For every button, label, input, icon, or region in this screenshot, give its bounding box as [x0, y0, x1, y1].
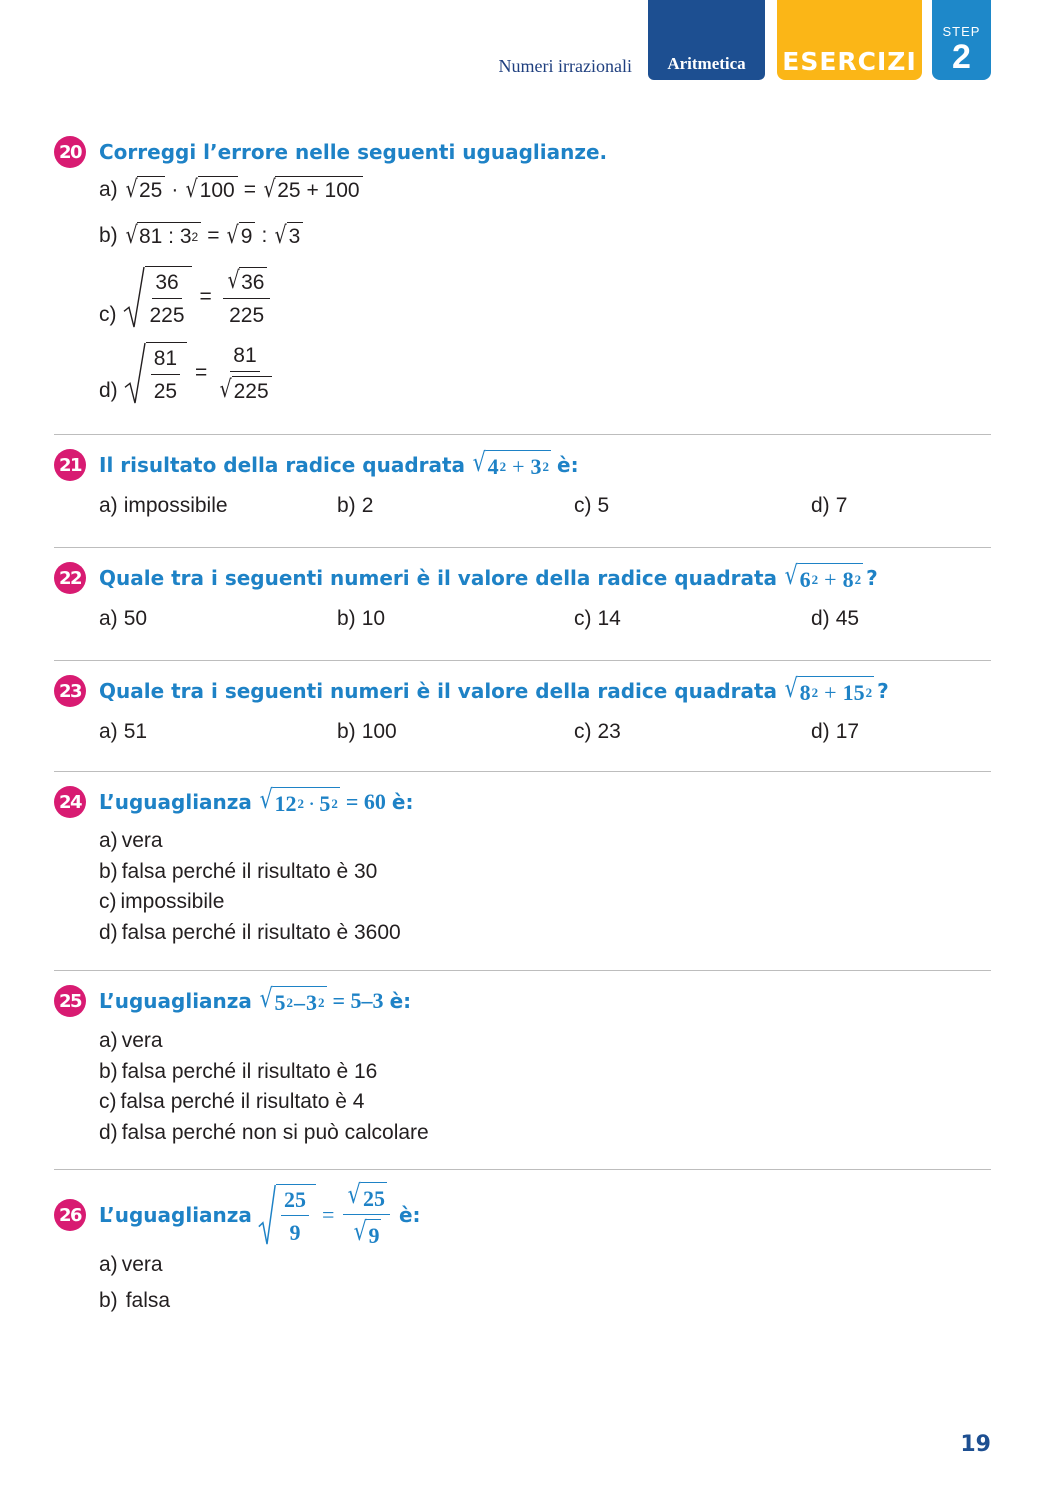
radical-sign-icon: √	[125, 175, 138, 203]
exercise-20	[54, 137, 607, 167]
option-b[interactable]: b) falsa perché il risultato è 16	[99, 1059, 378, 1083]
option-a[interactable]: a) vera	[99, 829, 163, 852]
exercise-title: Quale tra i seguenti numeri è il valore della radice quadrata	[99, 566, 778, 590]
radicand: 25 + 100	[275, 176, 362, 203]
option-a[interactable]: a) 51	[99, 720, 148, 743]
radical-sign-icon: √	[219, 375, 233, 403]
option-a[interactable]: a) vera	[99, 1029, 163, 1052]
math-expression: √ 6 2 + 8 2	[784, 561, 862, 592]
exercise-title: L’uguaglianza	[99, 989, 252, 1013]
option-label: a)	[99, 177, 118, 201]
radical-sign-icon	[123, 266, 145, 329]
radical-sign-icon	[258, 1184, 276, 1246]
radical-sign-icon: √	[784, 674, 798, 704]
radicand: 3	[287, 222, 304, 249]
equals-sign: =	[207, 223, 220, 247]
title-suffix: ?	[866, 566, 878, 590]
fraction-numerator: 36	[152, 270, 181, 299]
exercise-number-badge: 26	[54, 1199, 86, 1231]
option-d[interactable]: d) 45	[811, 607, 860, 630]
radical-sign-icon: √	[259, 785, 273, 815]
exercise-23	[54, 676, 889, 706]
title-suffix: è:	[557, 453, 579, 477]
radical-sign-icon: √	[185, 175, 199, 203]
exercise-26	[54, 1180, 421, 1250]
options-list	[99, 1026, 429, 1148]
exercise-title: Quale tra i seguenti numeri è il valore della radice quadrata	[99, 679, 778, 703]
exercise-number-badge: 20	[54, 136, 86, 168]
option-c[interactable]: c) impossibile	[99, 890, 225, 913]
divider	[54, 547, 991, 548]
equality-b	[99, 222, 303, 249]
math-expression: √ 4 2 + 3 2	[472, 448, 550, 479]
exercise-number-badge: 25	[54, 985, 86, 1017]
title-suffix: è:	[389, 989, 412, 1013]
option-c[interactable]: c) 5	[574, 494, 610, 517]
radical-sign-icon: √	[353, 1216, 367, 1247]
option-label: d)	[99, 379, 118, 402]
title-suffix: è:	[398, 1203, 421, 1227]
exercises-tab: ESERCIZI	[777, 0, 922, 80]
section-title: Numeri irrazionali	[498, 56, 632, 76]
option-d[interactable]: d) 17	[811, 720, 860, 743]
exercise-number-badge: 24	[54, 786, 86, 818]
option-b[interactable]: b) falsa	[99, 1289, 171, 1312]
radical-sign-icon: √	[472, 448, 486, 478]
exercise-21	[54, 450, 579, 480]
options-list	[99, 826, 401, 948]
option-label: c)	[99, 303, 117, 326]
option-d[interactable]: d) falsa perché non si può calcolare	[99, 1120, 429, 1144]
fraction-numerator: 81	[151, 346, 180, 375]
option-b[interactable]: b) 2	[337, 494, 374, 517]
subject-tab: Aritmetica	[648, 0, 765, 80]
math-expression: $\frac{25}{9}$ = √ 25 √ 9	[258, 1182, 393, 1249]
radicand: 25	[137, 176, 165, 203]
option-d[interactable]: d) 7	[811, 494, 848, 517]
radical-sign-icon: √	[125, 221, 138, 249]
fraction-denominator: 225	[149, 304, 185, 327]
exercise-number-badge: 21	[54, 449, 86, 481]
radical-sign-icon: √	[348, 1179, 362, 1210]
equals-sign: =	[199, 285, 212, 308]
fraction-denominator: 25	[153, 380, 178, 403]
option-label: b)	[99, 223, 118, 247]
title-suffix: è:	[391, 790, 414, 814]
exercise-title: L’uguaglianza	[99, 790, 252, 814]
option-a[interactable]: a) 50	[99, 607, 148, 630]
radicand: 81 : 3	[138, 225, 192, 248]
fraction-numerator: 81	[230, 343, 259, 372]
title-suffix: ?	[877, 679, 889, 703]
exercise-title: Il risultato della radice quadrata	[99, 453, 466, 477]
step-badge	[932, 0, 991, 80]
radical-sign-icon: √	[263, 175, 276, 203]
exercise-number-badge: 22	[54, 562, 86, 594]
operator: :	[261, 223, 268, 247]
operator: ·	[171, 177, 179, 201]
math-expression: √ 5 2 – 3 2 = 5–3	[259, 984, 384, 1015]
radicand: 225	[232, 376, 272, 405]
page-number: 19	[960, 1432, 991, 1457]
exercise-title: Correggi l’errore nelle seguenti uguaglianze.	[99, 140, 608, 164]
equality-a	[99, 176, 363, 203]
equality-c	[99, 266, 273, 329]
divider	[54, 1169, 991, 1170]
exercise-title: L’uguaglianza	[99, 1203, 252, 1227]
option-b[interactable]: b) falsa perché il risultato è 30	[99, 859, 378, 883]
math-expression: √ 12 2 · 5 2 = 60	[259, 785, 386, 816]
radical-sign-icon: √	[227, 221, 240, 249]
exercise-number-badge: 23	[54, 675, 86, 707]
option-c[interactable]: c) 23	[574, 720, 621, 743]
fraction-denominator: 225	[229, 304, 265, 327]
divider	[54, 660, 991, 661]
exercise-25	[54, 986, 411, 1016]
divider	[54, 970, 991, 971]
exercise-24	[54, 787, 413, 817]
options-list	[99, 1247, 170, 1319]
radicand: 100	[198, 176, 238, 203]
option-a[interactable]: a) vera	[99, 1253, 163, 1276]
step-number: 2	[952, 38, 971, 76]
radical-sign-icon: √	[259, 984, 273, 1014]
option-a[interactable]: a) impossibile	[99, 494, 228, 517]
divider	[54, 434, 991, 435]
divider	[54, 771, 991, 772]
equals-sign: =	[243, 177, 256, 201]
radical-sign-icon: √	[274, 221, 288, 249]
option-c[interactable]: c) falsa perché il risultato è 4	[99, 1090, 365, 1113]
equality-d	[99, 342, 275, 405]
radicand: 9	[239, 222, 256, 249]
exponent: 2	[191, 230, 199, 244]
equals-sign: =	[195, 361, 208, 384]
radical-sign-icon: √	[227, 266, 240, 294]
radical-sign-icon: √	[784, 561, 798, 591]
step-word: STEP	[942, 24, 981, 39]
option-b[interactable]: b) 100	[337, 720, 397, 743]
radical-sign-icon	[124, 342, 146, 405]
radicand: 36	[239, 267, 267, 296]
option-b[interactable]: b) 10	[337, 607, 386, 630]
math-expression: √ 8 2 + 15 2	[784, 674, 873, 705]
option-d[interactable]: d) falsa perché il risultato è 3600	[99, 920, 401, 944]
exercise-22	[54, 563, 878, 593]
option-c[interactable]: c) 14	[574, 607, 621, 630]
